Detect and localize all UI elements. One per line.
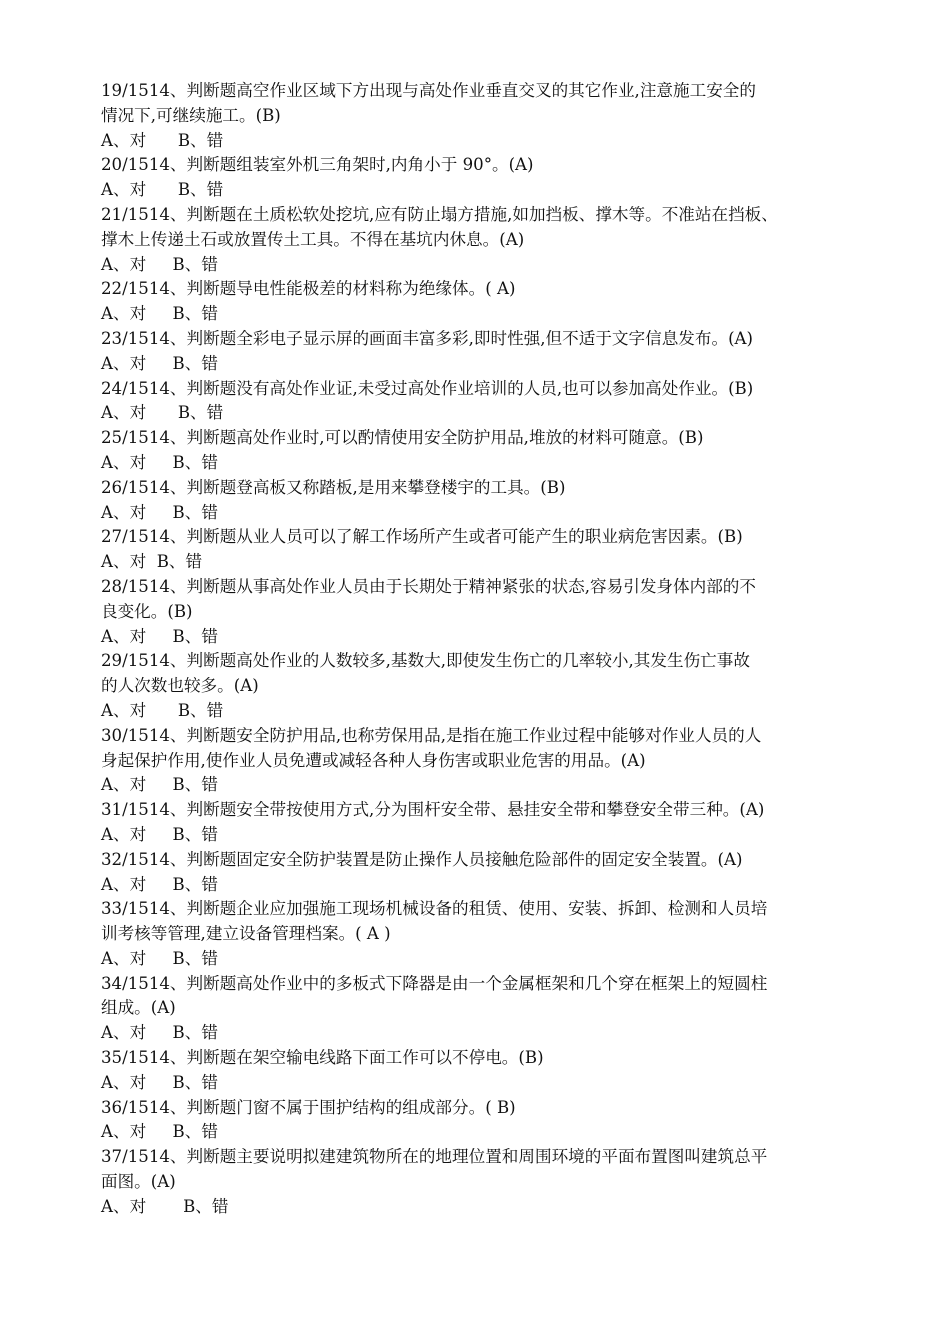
question-text: 35/1514、判断题在架空输电线路下面工作可以不停电。(B)	[101, 1048, 544, 1068]
answer-options: A、对 B、错	[101, 180, 224, 200]
question-22	[101, 277, 861, 327]
document-page	[101, 79, 861, 1220]
question-21	[101, 203, 861, 277]
question-34	[101, 972, 861, 1046]
question-text: 37/1514、判断题主要说明拟建建筑物所在的地理位置和周围环境的平面布置图叫建筑总平 面图。(A)	[101, 1147, 768, 1192]
answer-options: A、对 B、错	[101, 452, 218, 472]
question-23	[101, 327, 861, 377]
question-19	[101, 79, 861, 153]
question-text: 26/1514、判断题登高板又称踏板,是用来攀登楼宇的工具。(B)	[101, 477, 566, 497]
question-text: 20/1514、判断题组装室外机三角架时,内角小于 90°。(A)	[101, 155, 534, 175]
question-30	[101, 724, 861, 798]
question-text: 19/1514、判断题高空作业区域下方出现与高处作业垂直交叉的其它作业,注意施工安全的 情况下,可继续施工。(B)	[101, 81, 756, 125]
answer-options: A、对 B、错	[101, 700, 224, 720]
answer-options: A、对 B、错	[101, 824, 218, 844]
question-text: 21/1514、判断题在土质松软处挖坑,应有防止塌方措施,如加挡板、撑木等。不准站在挡板、 撑木上传递土石或放置传土工具。不得在基坑内休息。(A)	[101, 204, 778, 249]
answer-options: A、对 B、错	[101, 254, 218, 274]
question-text: 22/1514、判断题导电性能极差的材料称为绝缘体。( A)	[101, 279, 516, 299]
answer-options: A、对 B、错	[101, 1196, 229, 1216]
answer-options: A、对 B、错	[101, 130, 224, 150]
question-33	[101, 897, 861, 971]
answer-options: A、对 B、错	[101, 948, 218, 968]
question-text: 25/1514、判断题高处作业时,可以酌情使用安全防护用品,堆放的材料可随意。(B)	[101, 428, 704, 448]
question-text: 36/1514、判断题门窗不属于围护结构的组成部分。( B)	[101, 1097, 516, 1117]
answer-options: A、对 B、错	[101, 502, 218, 522]
question-31	[101, 798, 861, 848]
question-text: 34/1514、判断题高处作业中的多板式下降器是由一个金属框架和几个穿在框架上的短圆柱 组成。(A)	[101, 973, 768, 1018]
question-20	[101, 153, 861, 203]
question-text: 32/1514、判断题固定安全防护装置是防止操作人员接触危险部件的固定安全装置。(A)	[101, 849, 743, 869]
question-text: 33/1514、判断题企业应加强施工现场机械设备的租赁、使用、安装、拆卸、检测和人员培 训考核等管理,建立设备管理档案。( A )	[101, 899, 768, 944]
question-24	[101, 377, 861, 427]
answer-options: A、对 B、错	[101, 775, 218, 795]
question-36	[101, 1096, 861, 1146]
question-32	[101, 848, 861, 898]
question-text: 31/1514、判断题安全带按使用方式,分为围杆安全带、悬挂安全带和攀登安全带三种。(A)	[101, 800, 765, 820]
question-text: 23/1514、判断题全彩电子显示屏的画面丰富多彩,即时性强,但不适于文字信息发布。(A)	[101, 328, 754, 348]
answer-options: A、对 B、错	[101, 1122, 218, 1142]
answer-options: A、对 B、错	[101, 552, 203, 572]
question-text: 29/1514、判断题高处作业的人数较多,基数大,即使发生伤亡的几率较小,其发生伤亡事故 的人次数也较多。(A)	[101, 651, 750, 696]
answer-options: A、对 B、错	[101, 1023, 218, 1043]
question-text: 28/1514、判断题从事高处作业人员由于长期处于精神紧张的状态,容易引发身体内部的不 良变化。(B)	[101, 576, 756, 621]
answer-options: A、对 B、错	[101, 353, 218, 373]
question-37	[101, 1145, 861, 1219]
question-26	[101, 476, 861, 526]
question-29	[101, 649, 861, 723]
question-text: 27/1514、判断题从业人员可以了解工作场所产生或者可能产生的职业病危害因素。(B)	[101, 527, 743, 547]
answer-options: A、对 B、错	[101, 304, 218, 324]
question-28	[101, 575, 861, 649]
answer-options: A、对 B、错	[101, 403, 224, 423]
answer-options: A、对 B、错	[101, 874, 218, 894]
answer-options: A、对 B、错	[101, 1072, 218, 1092]
question-text: 30/1514、判断题安全防护用品,也称劳保用品,是指在施工作业过程中能够对作业人员的人 身起保护作用,使作业人员免遭或减轻各种人身伤害或职业危害的用品。(A)	[101, 725, 762, 770]
question-35	[101, 1046, 861, 1096]
answer-options: A、对 B、错	[101, 626, 218, 646]
question-27	[101, 525, 861, 575]
question-25	[101, 426, 861, 476]
question-text: 24/1514、判断题没有高处作业证,未受过高处作业培训的人员,也可以参加高处作业。(B)	[101, 378, 754, 398]
